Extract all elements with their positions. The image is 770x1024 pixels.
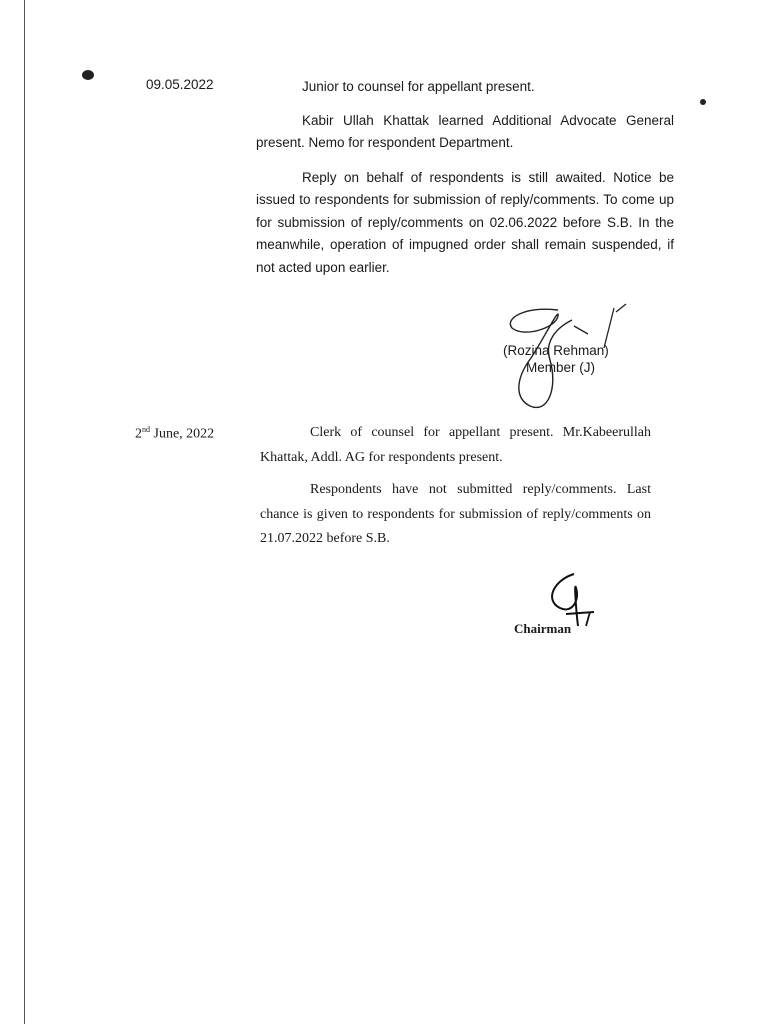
order-paragraph: Kabir Ullah Khattak learned Additional Advocate General present. Nemo for respondent Department. [256, 112, 674, 150]
date-month-year: June, 2022 [150, 426, 215, 442]
signatory-title: Chairman [514, 621, 572, 636]
order-entry-1 [256, 76, 674, 291]
date-suffix: nd [142, 425, 150, 434]
order-entry-2 [260, 421, 651, 560]
scan-mark [700, 99, 706, 105]
date-day: 2 [135, 426, 142, 442]
order-paragraph: Reply on behalf of respondents is still awaited. Notice be issued to respondents for submission of reply/comments. To come up for submission of reply/comments on 02.06.2022 before S.B. In the meanwhile, operation of impugned order shall remain suspended, if not acted upon earlier. [256, 169, 674, 275]
signatory-title: Member (J) [526, 360, 596, 375]
entry-date [135, 425, 214, 443]
order-paragraph: Clerk of counsel for appellant present. Mr.Kabeerullah Khattak, Addl. AG for respondents present. [260, 425, 651, 465]
order-paragraph: Junior to counsel for appellant present. [302, 79, 535, 94]
scan-mark [82, 70, 94, 80]
order-paragraph: Respondents have not submitted reply/comments. Last chance is given to respondents for submission of reply/comments on 21.07.2022 before S.B. [260, 482, 651, 546]
entry-date: 09.05.2022 [146, 77, 214, 92]
signatory-name: (Rozina Rehman) [503, 343, 609, 358]
margin-line [24, 0, 25, 1024]
